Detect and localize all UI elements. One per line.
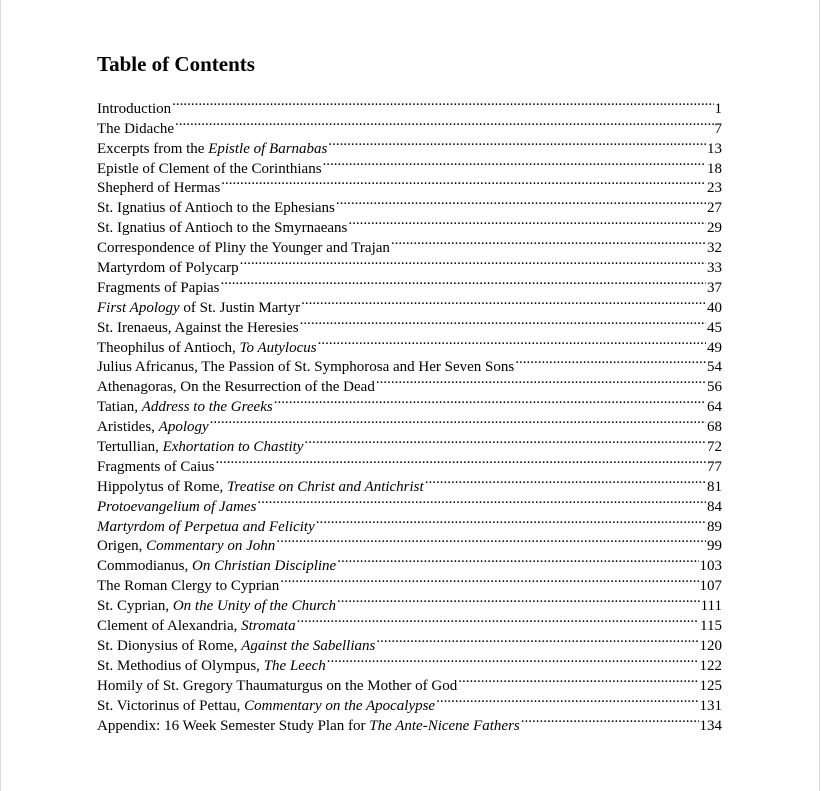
page-left-edge: [0, 0, 1, 791]
dot-leader: [391, 232, 706, 252]
toc-entry-title-italic: Against the Sabellians: [241, 637, 376, 654]
dot-leader: [318, 332, 706, 352]
dot-leader: [276, 531, 706, 551]
toc-entry-page-number: 81: [707, 478, 722, 495]
page-right-edge: [819, 0, 820, 791]
toc-entry-title-text: Martyrdom of Polycarp: [97, 260, 239, 277]
toc-entry-title: [97, 498, 256, 518]
toc-entry-title-text: St. Cyprian,: [97, 598, 173, 615]
toc-entry-title: [97, 100, 171, 120]
toc-entry-title-text: Fragments of Caius: [97, 458, 215, 475]
toc-entry-title: [97, 418, 209, 438]
toc-entry-title: [97, 140, 327, 160]
toc-entry-page-number: 54: [707, 359, 722, 376]
dot-leader: [337, 590, 700, 610]
toc-entry-page-number: 72: [707, 439, 722, 456]
toc-entry-page-number: 45: [707, 319, 722, 336]
toc-entry-title-italic: The Ante-Nicene Fathers: [369, 717, 520, 734]
toc-entry-page-number: 33: [707, 260, 722, 277]
toc-entry-page-number: 84: [707, 498, 722, 515]
toc-entry-title-text: St. Victorinus of Pettau,: [97, 697, 245, 714]
toc-entry-title-text: The Didache: [97, 120, 175, 137]
table-of-contents: [97, 50, 722, 734]
toc-entry-page-number: 68: [707, 419, 722, 436]
toc-entry-page-number: 134: [699, 717, 722, 734]
toc-entry-page-number: 27: [707, 200, 722, 217]
toc-entry-title-text: The Roman Clergy to Cyprian: [97, 578, 280, 595]
dot-leader: [521, 710, 699, 730]
toc-entry-title-text: Aristides,: [97, 419, 159, 436]
toc-entry-page-number: 131: [699, 697, 722, 714]
dot-leader: [436, 690, 698, 710]
toc-entry-title-text: Correspondence of Pliny the Younger and Trajan: [97, 240, 390, 257]
dot-leader: [220, 272, 706, 292]
dot-leader: [280, 570, 698, 590]
dot-leader: [240, 252, 706, 272]
toc-entry-title-text: Hippolytus of Rome,: [97, 478, 227, 495]
dot-leader: [376, 630, 698, 650]
toc-entry-page-number: 29: [707, 220, 722, 237]
toc-entry-title: [97, 677, 457, 697]
toc-entry-title: [97, 537, 275, 557]
toc-entry-page-number: 89: [707, 518, 722, 535]
toc-entry-title-text: Julius Africanus, The Passion of St. Symphorosa and Her Seven Sons: [97, 359, 515, 376]
toc-entry-title: [97, 657, 326, 677]
toc-entry-page-number: 111: [700, 598, 722, 615]
toc-entry-title: [97, 299, 300, 319]
toc-entry-page-number: 32: [707, 240, 722, 257]
toc-list: [97, 93, 722, 734]
dot-leader: [328, 133, 706, 153]
toc-entry-title-text: St. Ignatius of Antioch to the Ephesians: [97, 200, 335, 217]
toc-entry-title: [97, 697, 435, 717]
toc-entry-title-text: Shepherd of Hermas: [97, 180, 221, 197]
dot-leader: [297, 610, 699, 630]
toc-entry-title: [97, 617, 296, 637]
toc-entry-title: [97, 717, 520, 737]
toc-entry-title-italic: Treatise on Christ and Antichrist: [227, 478, 424, 495]
toc-entry-title: [97, 179, 220, 199]
toc-entry-page-number: 120: [699, 637, 722, 654]
toc-entry-title-text: Clement of Alexandria,: [97, 618, 242, 635]
toc-entry-title: [97, 339, 317, 359]
toc-entry-page-number: 1: [714, 100, 722, 117]
toc-entry-title-text: Athenagoras, On the Resurrection of the Dead: [97, 379, 375, 396]
toc-entry-page-number: 125: [699, 677, 722, 694]
toc-entry[interactable]: [97, 133, 722, 157]
toc-entry-title-text: Commodianus,: [97, 558, 193, 575]
toc-entry-title-text: of St. Justin Martyr: [179, 299, 301, 316]
toc-entry-title-italic: First Apology: [97, 299, 180, 316]
toc-entry[interactable]: [97, 93, 722, 117]
toc-entry-title-italic: Commentary on the Apocalypse: [244, 697, 436, 714]
toc-entry-page-number: 7: [714, 120, 722, 137]
toc-entry-title: [97, 219, 347, 239]
toc-entry-title-italic: Exhortation to Chastity: [162, 439, 304, 456]
toc-entry-title-text: Tatian,: [97, 399, 142, 416]
toc-entry-title-text: Appendix: 16 Week Semester Study Plan for: [97, 717, 370, 734]
toc-entry-page-number: 99: [707, 538, 722, 555]
toc-entry-page-number: 18: [707, 160, 722, 177]
toc-entry-page-number: 107: [699, 578, 722, 595]
dot-leader: [301, 292, 706, 312]
toc-entry-page-number: 115: [700, 618, 722, 635]
toc-entry-title-italic: Commentary on John: [146, 538, 276, 555]
page-title: Table of Contents: [97, 52, 255, 76]
toc-entry-title-italic: On Christian Discipline: [192, 558, 337, 575]
dot-leader: [316, 511, 706, 531]
toc-entry-title: [97, 319, 299, 339]
toc-entry-title-italic: The Leech: [263, 657, 326, 674]
toc-entry-page-number: 64: [707, 399, 722, 416]
toc-entry-title-italic: Address to the Greeks: [141, 399, 273, 416]
toc-entry-page-number: 49: [707, 339, 722, 356]
toc-entry-title-text: St. Methodius of Olympus,: [97, 657, 264, 674]
toc-entry-title-italic: Apology: [158, 419, 209, 436]
dot-leader: [348, 212, 706, 232]
dot-leader: [515, 352, 706, 372]
dot-leader: [257, 491, 706, 511]
dot-leader: [323, 153, 706, 173]
toc-entry-page-number: 77: [707, 458, 722, 475]
toc-entry-title-text: Origen,: [97, 538, 147, 555]
toc-entry-title-text: Fragments of Papias: [97, 279, 220, 296]
toc-entry-title-text: Theophilus of Antioch,: [97, 339, 240, 356]
toc-entry-title-italic: To Autylocus: [239, 339, 317, 356]
toc-entry-title-italic: Stromata: [241, 618, 296, 635]
toc-entry-title-text: Introduction: [97, 100, 172, 117]
toc-entry-page-number: 13: [707, 140, 722, 157]
dot-leader: [327, 650, 699, 670]
toc-entry-title-text: St. Dionysius of Rome,: [97, 637, 242, 654]
toc-entry-title-italic: Protoevangelium of James: [97, 498, 257, 515]
toc-entry-title: [97, 259, 239, 279]
toc-entry[interactable]: [97, 113, 722, 137]
toc-entry-title-text: Epistle of Clement of the Corinthians: [97, 160, 322, 177]
toc-entry-title-text: Tertullian,: [97, 439, 163, 456]
dot-leader: [300, 312, 706, 332]
dot-leader: [175, 113, 713, 133]
dot-leader: [221, 173, 706, 193]
toc-entry-title: [97, 199, 335, 219]
dot-leader: [336, 192, 706, 212]
dot-leader: [425, 471, 706, 491]
dot-leader: [458, 670, 698, 690]
toc-entry-page-number: 56: [707, 379, 722, 396]
dot-leader: [376, 371, 706, 391]
toc-entry-title-text: Excerpts from the: [97, 140, 209, 157]
toc-entry-title: [97, 279, 219, 299]
toc-entry-page-number: 23: [707, 180, 722, 197]
toc-entry-title-italic: On the Unity of the Church: [172, 598, 337, 615]
toc-entry-page-number: 37: [707, 279, 722, 296]
toc-entry-title-text: Homily of St. Gregory Thaumaturgus on the Mother of God: [97, 677, 458, 694]
toc-entry-title-text: St. Ignatius of Antioch to the Smyrnaeans: [97, 220, 348, 237]
toc-entry-title: [97, 120, 174, 140]
dot-leader: [210, 411, 706, 431]
toc-entry-title: [97, 458, 215, 478]
dot-leader: [337, 550, 698, 570]
dot-leader: [274, 391, 706, 411]
dot-leader: [216, 451, 707, 471]
toc-entry-page-number: 103: [699, 558, 722, 575]
toc-entry-title-italic: Epistle of Barnabas: [208, 140, 328, 157]
toc-entry-title: [97, 577, 279, 597]
toc-entry-page-number: 122: [699, 657, 722, 674]
toc-entry-page-number: 40: [707, 299, 722, 316]
dot-leader: [172, 93, 713, 113]
dot-leader: [304, 431, 706, 451]
toc-entry-title-text: St. Irenaeus, Against the Heresies: [97, 319, 299, 336]
toc-entry-title-italic: Martyrdom of Perpetua and Felicity: [97, 518, 315, 535]
